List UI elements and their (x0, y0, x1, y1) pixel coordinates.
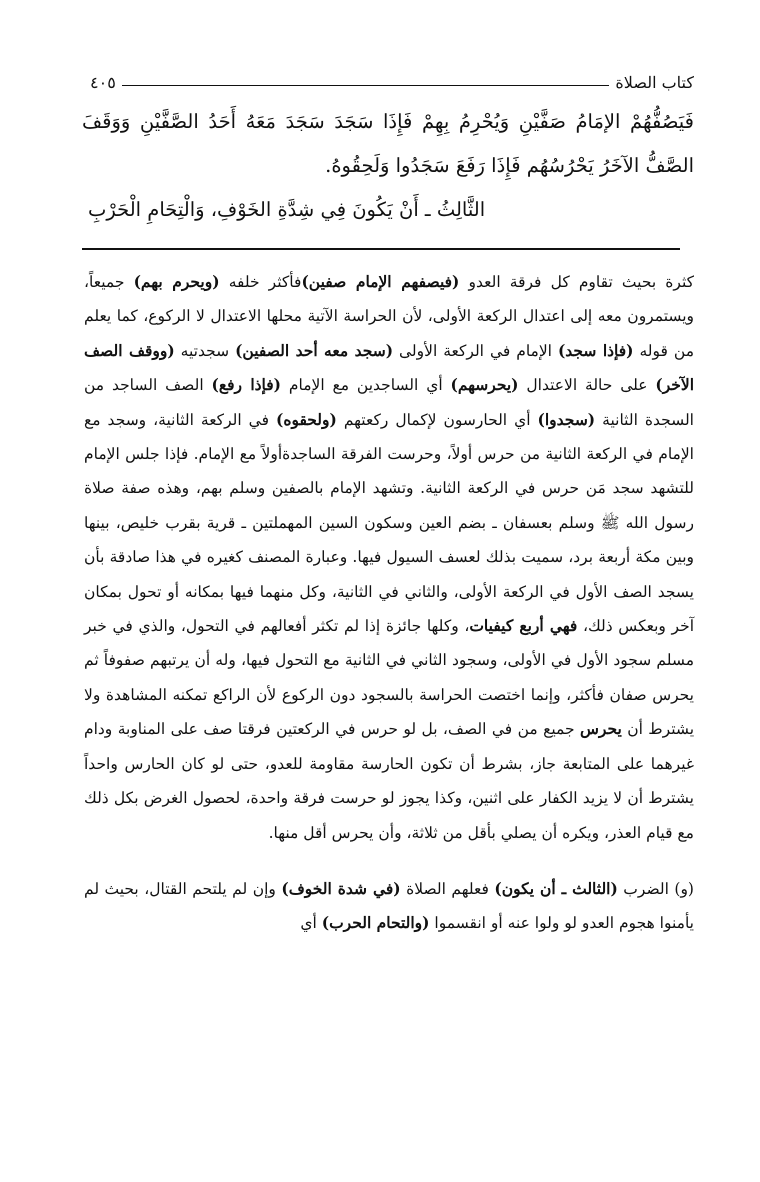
commentary-text: الصف الساجد من السجدة الثانية (84, 376, 694, 429)
commentary-text: فعلهم الصلاة (400, 879, 495, 898)
bold-matn-quote: يحرس (580, 719, 622, 739)
bold-matn-quote: (سجد معه أحد الصفين) (235, 340, 394, 360)
main-text-passage: فَيَصُفُّهُمْ الإمَامُ صَفَّيْنِ وَيُحْرِمُ بِهِمْ فَإِذَا سَجَدَ سَجَدَ مَعَهُ أَحَدُ الصَّفَّيْنِ وَوَقَفَ الصَّفُّ الآخَرُ يَحْرُسُهُم فَإِذَا رَفَعَ سَجَدُوا وَلَحِقُوهُ. (82, 110, 694, 177)
bold-matn-quote: (ولحقوه) (275, 409, 337, 429)
commentary-paragraph-2 (84, 872, 694, 941)
commentary-paragraph-1 (84, 265, 694, 850)
commentary-text: فأكثر خلفه (219, 273, 302, 291)
commentary-text: على حالة الاعتدال (518, 376, 656, 395)
commentary-text: (و) الضرب (617, 879, 694, 898)
bold-matn-quote: (فإذا رفع) (211, 375, 282, 395)
commentary-text: جميع من في الصف، بل لو حرس في الركعتين فرقتا صف على المناوبة ودام غيرهما على المتابعة جاز، بشرط أن تكون الحارسة مقاومة للعدو، حتى لو كان الحارس واحداً يشترط أن لا يزيد الكفار على اثنين، وكذا يجوز لو حرست فرقة واحدة، لحصول الغرض بكل ذلك مع قيام العذر، ويكره أن يصلي بأقل من ثلاثة، وأن يحرس أقل منها. (84, 720, 694, 842)
commentary-text: كثرة بحيث تقاوم كل فرقة العدو (459, 273, 694, 291)
commentary-text: جميعاً، ويستمرون معه إلى اعتدال الركعة الأولى، لأن الحراسة الآتية محلها الاعتدال لا الركوع، كما يعلم من قوله (84, 273, 694, 360)
commentary-text: أي الساجدين مع الإمام (281, 376, 451, 395)
bold-matn-quote: (ويحرم بهم) (133, 272, 220, 291)
chapter-title: كتاب الصلاة (615, 73, 694, 92)
bold-matn-quote: (يحرسهم) (450, 375, 519, 395)
page-number: ٤٠٥ (90, 73, 116, 92)
main-text-third-heading: الثَّالِثُ ـ أَنْ يَكُونَ فِي شِدَّةِ الخَوْفِ، وَالْتِحَامِ الْحَرْبِ (88, 198, 486, 221)
main-text (82, 100, 694, 232)
bold-matn-quote: (سجدوا) (537, 409, 596, 429)
commentary (84, 265, 694, 941)
commentary-text: سجدتيه (174, 341, 236, 360)
bold-matn-quote: فهي أربع كيفيات (469, 616, 578, 636)
commentary-text: الإمام في الركعة الأولى (393, 341, 558, 360)
bold-matn-quote: (والتحام الحرب) (321, 913, 430, 933)
bold-matn-quote: (فيصفهم الإمام صفين) (301, 272, 460, 291)
header-rule (122, 85, 610, 86)
commentary-text: ، وكلها جائزة إذا لم تكثر أفعالهم في التحول، والذي في خبر مسلم سجود الأول في الأولى، وسجود الثاني في الثانية مع التحول فيها، وله أن يرتبهم صفوفاً ثم يحرس صفان فأكثر، وإنما اختصت الحراسة بالسجود دون الركوع لأن الراكع تمكنه المشاهدة ولا يشترط أن (84, 617, 695, 739)
bold-matn-quote: (فإذا سجد) (557, 340, 634, 360)
bold-matn-quote: (الثالث ـ أن يكون) (494, 878, 618, 898)
commentary-text: في الركعة الثانية، وسجد مع الإمام في الركعة الثانية من حرس أولاً، وحرست الفرقة الساجدةأولاً مع الإمام. فإذا جلس الإمام للتشهد سجد مَن حرس في الركعة الثانية. وتشهد الإمام بالصفين وسلم بهم، وهذه صفة صلاة رسول الله ﷺ وسلم بعسفان ـ بضم العين وسكون السين المهملتين ـ قرية بقرب خليص، بينها وبين مكة أربعة برد، سميت بذلك لعسف السيول فيها. وعبارة المصنف كغيره في هذا صادقة بأن يسجد الصف الأول في الركعة الأولى، والثاني في الثانية، وكل منهما فيها بمكانه أو تحول بمكان آخر وبعكس ذلك، (84, 410, 695, 636)
commentary-text: وإن لم يلتحم القتال، بحيث لم يأمنوا هجوم العدو لو ولوا عنه أو انقسموا (84, 879, 694, 933)
bold-matn-quote: (في شدة الخوف) (281, 878, 401, 898)
bold-matn-quote: (ووقف الصف الآخر) (84, 340, 695, 395)
commentary-text: أي الحارسون لإكمال ركعتهم (336, 410, 538, 429)
running-header (90, 58, 694, 92)
section-divider (82, 248, 680, 250)
commentary-text: أي (300, 914, 322, 933)
